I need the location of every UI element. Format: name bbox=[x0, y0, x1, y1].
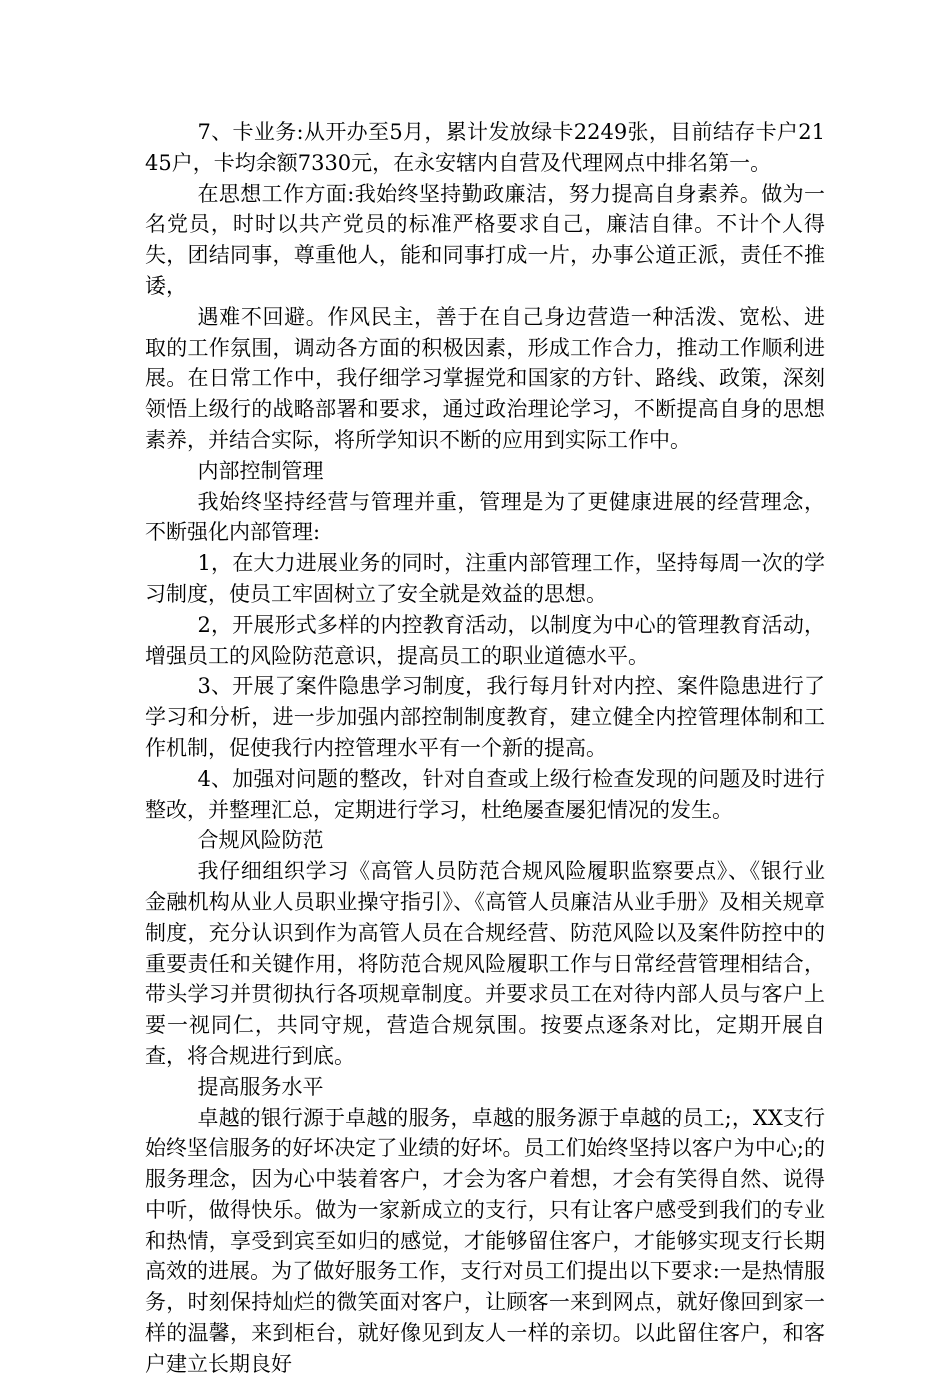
paragraph-compliance: 我仔细组织学习《高管人员防范合规风险履职监察要点》、《银行业金融机构从业人员职业操守指引》、《高管人员廉洁从业手册》及相关规章制度，充分认识到作为高管人员在合规经营、防范风险以及案件防控中的重要责任和关键作用，将防范合规风险履职工作与日常经营管理相结合，带头学习并贯彻执行各项规章制度。并要求员工在对待内部人员与客户上要一视同仁，共同守规，营造合规氛围。按要点逐条对比，定期开展自查，将合规进行到底。 bbox=[145, 859, 825, 1068]
paragraph-service: 卓越的银行源于卓越的服务，卓越的服务源于卓越的员工;，XX支行始终坚信服务的好坏决定了业绩的好坏。员工们始终坚持以客户为中心;的服务理念，因为心中装着客户，才会为客户着想，才会有笑得自然、说得中听，做得快乐。做为一家新成立的支行，只有让客户感受到我们的专业和热情，享受到宾至如归的感觉，才能够留住客户，才能够实现支行长期高效的进展。为了做好服务工作，支行对员工们提出以下要求:一是热情服务，时刻保持灿烂的微笑面对客户，让顾客一来到网点，就好像回到家一样的温馨，来到柜台，就好像见到友人一样的亲切。以此留住客户，和客户建立长期良好 bbox=[145, 1105, 825, 1376]
paragraph-work-style: 遇难不回避。作风民主，善于在自己身边营造一种活泼、宽松、进取的工作氛围，调动各方面的积极因素，形成工作合力，推动工作顺利进展。在日常工作中，我仔细学习掌握党和国家的方针、路线、政策，深刻领悟上级行的战略部署和要求，通过政治理论学习，不断提高自身的思想素养，并结合实际，将所学知识不断的应用到实际工作中。 bbox=[145, 304, 825, 452]
section-heading-service: 提高服务水平 bbox=[197, 1074, 324, 1099]
section-heading-internal-control: 内部控制管理 bbox=[197, 458, 324, 483]
list-item-1: 1，在大力进展业务的同时，注重内部管理工作，坚持每周一次的学习制度，使员工牢固树立了安全就是效益的思想。 bbox=[145, 551, 825, 606]
list-item-4: 4、加强对问题的整改，针对自查或上级行检查发现的问题及时进行整改，并整理汇总，定期进行学习，杜绝屡查屡犯情况的发生。 bbox=[145, 766, 825, 822]
list-item-3: 3、开展了案件隐患学习制度，我行每月针对内控、案件隐患进行了学习和分析，进一步加强内部控制制度教育，建立健全内控管理体制和工作机制，促使我行内控管理水平有一个新的提高。 bbox=[145, 674, 825, 760]
paragraph-card-business: 7、卡业务:从开办至5月，累计发放绿卡2249张，目前结存卡户2145户，卡均余额7330元，在永安辖内自营及代理网点中排名第一。 bbox=[145, 120, 825, 175]
section-heading-compliance: 合规风险防范 bbox=[197, 828, 324, 853]
paragraph-ideology-work: 在思想工作方面:我始终坚持勤政廉洁，努力提高自身素养。做为一名党员，时时以共产党员的标准严格要求自己，廉洁自律。不计个人得失，团结同事，尊重他人，能和同事打成一片，办事公道正派，责任不推诿， bbox=[145, 181, 825, 298]
paragraph-internal-control-intro: 我始终坚持经营与管理并重，管理是为了更健康进展的经营理念，不断强化内部管理: bbox=[145, 489, 825, 545]
list-item-2: 2，开展形式多样的内控教育活动，以制度为中心的管理教育活动，增强员工的风险防范意识，提高员工的职业道德水平。 bbox=[145, 612, 825, 668]
document-page bbox=[145, 117, 825, 1380]
